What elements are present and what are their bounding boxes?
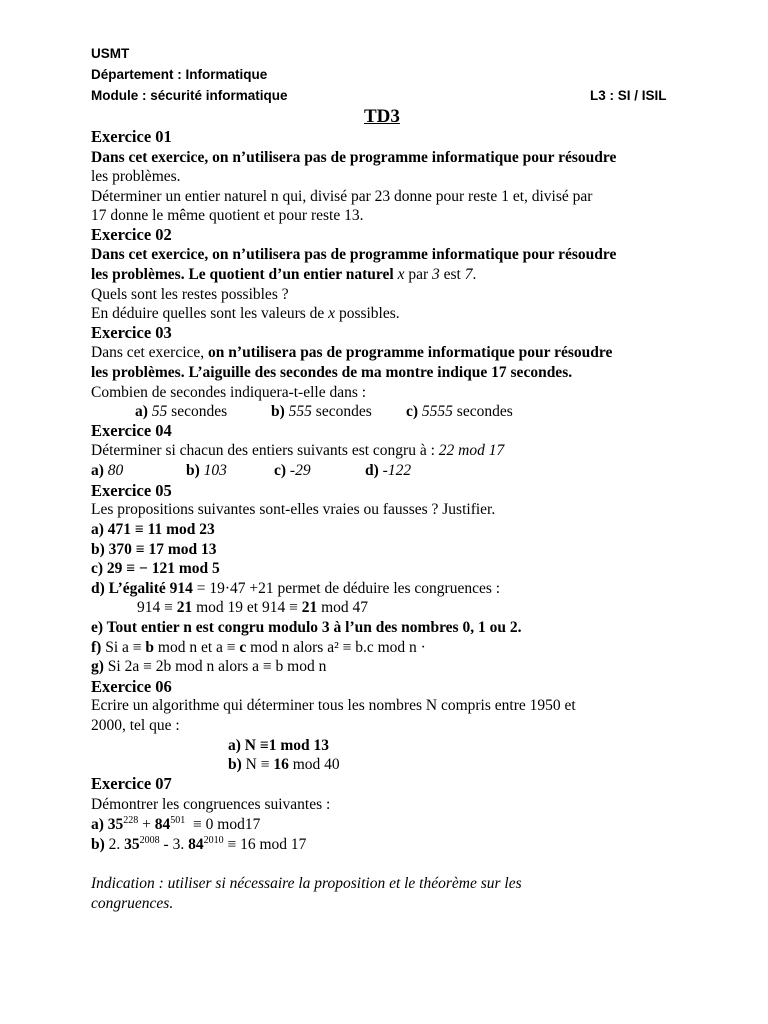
item-value: 5555: [421, 403, 453, 420]
exercise-06-text-1: Ecrire un algorithme qui déterminer tous les nombres N compris entre 1950 et: [91, 697, 576, 714]
item-f-part: mod n et a ≡: [157, 639, 236, 656]
item-unit: secondes: [315, 403, 372, 420]
exercise-01-text-2: 17 donne le même quotient et pour reste 13.: [91, 207, 364, 224]
base: 84: [188, 836, 204, 853]
congruence-part: 21: [176, 599, 193, 616]
item-label: b): [186, 462, 200, 479]
item-label: b): [271, 403, 285, 420]
item-label: d): [365, 462, 379, 479]
quotient-7: 7: [464, 266, 473, 283]
item-label: a): [135, 403, 148, 420]
exercise-03-item-a: [135, 402, 227, 421]
item-value: 55: [151, 403, 168, 420]
congruence-part: mod 19 et 914 ≡: [196, 599, 298, 616]
document-title: TD3: [364, 106, 400, 127]
exercise-04-item-c: [274, 461, 311, 480]
indication-line-1: Indication : utiliser si nécessaire la proposition et le théorème sur les: [91, 875, 522, 892]
congruence-rest: ≡ 0 mod17: [193, 816, 261, 833]
item-label: c): [274, 462, 287, 479]
exercise-03-item-c: [406, 402, 513, 421]
exercise-07-intro: Démontrer les congruences suivantes :: [91, 796, 331, 813]
item-value: 80: [107, 462, 124, 479]
exercise-02-intro: Dans cet exercice, on n’utilisera pas de programme informatique pour résoudre: [91, 246, 617, 263]
variable-x: x: [397, 266, 405, 283]
module-line: Module : sécurité informatique: [91, 88, 288, 103]
item-value: 103: [203, 462, 227, 479]
exercise-03-item-b: [271, 402, 372, 421]
exercise-06-item-b: [228, 755, 340, 774]
exercise-07-item-a: [91, 815, 260, 834]
exercise-06-item-a: a) N ≡1 mod 13: [228, 737, 329, 754]
operator: +: [142, 816, 151, 833]
indication-line-2: congruences.: [91, 895, 174, 912]
base: 84: [154, 816, 171, 833]
item-g-label: g): [91, 658, 104, 675]
exercise-01-text-1: Déterminer un entier naturel n qui, divisé par 23 donne pour reste 1 et, divisé par: [91, 188, 593, 205]
item-b-label: b): [228, 756, 242, 773]
exercise-05-item-c: c) 29 ≡ − 121 mod 5: [91, 560, 220, 577]
department-line: Département : Informatique: [91, 67, 268, 82]
exercise-01-intro: Dans cet exercice, on n’utilisera pas de programme informatique pour résoudre: [91, 149, 617, 166]
exercise-07-item-b: [91, 835, 306, 854]
exercise-05-heading: Exercice 05: [91, 481, 172, 500]
exercise-05-item-b: b) 370 ≡ 17 mod 13: [91, 541, 217, 558]
item-unit: secondes: [456, 403, 513, 420]
ex04-text-plain: Déterminer si chacun des entiers suivants est congru à :: [91, 442, 435, 459]
exercise-05-item-a: a) 471 ≡ 11 mod 23: [91, 521, 215, 538]
exponent: 2010: [203, 835, 224, 846]
item-b-part: mod 40: [292, 756, 340, 773]
exercise-06-heading: Exercice 06: [91, 677, 172, 696]
item-d-label: d) L’égalité 914: [91, 580, 193, 597]
item-g-text: Si 2a ≡ 2b mod n alors a ≡ b mod n: [107, 658, 327, 675]
item-f-label: f): [91, 639, 102, 656]
divisor-3: 3: [432, 266, 440, 283]
exercise-05-item-g: [91, 657, 326, 676]
level-line: L3 : SI / ISIL: [590, 88, 667, 103]
item-f-part: Si a ≡: [105, 639, 142, 656]
item-d-text: = 19·47 +21 permet de déduire les congruences :: [196, 580, 501, 597]
q2-variable-x: x: [328, 305, 336, 322]
congruence-rest: ≡ 16 mod 17: [227, 836, 307, 853]
exercise-03-line-1: [91, 343, 612, 362]
exercise-05-item-d-congruences: [137, 598, 368, 617]
congruence-part: 914 ≡: [137, 599, 173, 616]
base: 35: [107, 816, 124, 833]
exercise-06-text-2: 2000, tel que :: [91, 717, 180, 734]
exponent: 501: [170, 815, 186, 826]
exercise-03-line-2: les problèmes. L’aiguille des secondes de ma montre indique 17 secondes.: [91, 364, 573, 381]
operator: - 3.: [163, 836, 185, 853]
exercise-04-item-d: [365, 461, 411, 480]
est-word: est: [443, 266, 461, 283]
exercise-01-heading: Exercice 01: [91, 127, 172, 146]
item-label: a): [91, 462, 104, 479]
base: 35: [124, 836, 140, 853]
exercise-07-heading: Exercice 07: [91, 774, 172, 793]
exercise-03-heading: Exercice 03: [91, 323, 172, 342]
exercise-02-question-2: [91, 304, 400, 323]
exercise-05-intro: Les propositions suivantes sont-elles vraies ou fausses ? Justifier.: [91, 501, 496, 518]
item-b-label: b): [91, 836, 105, 853]
q2-text-b: possibles.: [338, 305, 400, 322]
item-f-part: mod n alors a² ≡ b.c mod n ·: [250, 639, 426, 656]
exercise-05-item-e: e) Tout entier n est congru modulo 3 à l’un des nombres 0, 1 ou 2.: [91, 619, 522, 636]
item-value: -122: [382, 462, 412, 479]
item-unit: secondes: [171, 403, 228, 420]
item-value: -29: [289, 462, 311, 479]
ex03-line1-bold: on n’utilisera pas de programme informatique pour résoudre: [208, 344, 613, 361]
exercise-05-item-f: [91, 638, 426, 657]
item-b-part: 16: [273, 756, 289, 773]
period: .: [472, 266, 477, 283]
coefficient: 2.: [108, 836, 121, 853]
ex04-target: 22 mod 17: [438, 442, 505, 459]
congruence-part: 21: [301, 599, 318, 616]
item-f-part: b: [145, 639, 155, 656]
exercise-02-question-1: Quels sont les restes possibles ?: [91, 286, 289, 303]
exercise-04-item-b: [186, 461, 227, 480]
exercise-02-line-2-bold: les problèmes. Le quotient d’un entier naturel: [91, 266, 394, 283]
exponent: 2008: [139, 835, 160, 846]
exercise-02-heading: Exercice 02: [91, 225, 172, 244]
item-a-label: a): [91, 816, 104, 833]
q2-text-a: En déduire quelles sont les valeurs de: [91, 305, 325, 322]
school-name: USMT: [91, 46, 130, 61]
exercise-02-line-2: [91, 265, 476, 284]
exponent: 228: [123, 815, 139, 826]
congruence-part: mod 47: [321, 599, 369, 616]
exercise-04-text: [91, 441, 504, 460]
exercise-01-intro-cont: les problèmes.: [91, 168, 181, 185]
item-value: 555: [288, 403, 312, 420]
item-b-part: N ≡: [245, 756, 270, 773]
ex03-line1-plain: Dans cet exercice,: [91, 344, 205, 361]
item-label: c): [406, 403, 419, 420]
exercise-04-item-a: [91, 461, 123, 480]
exercise-05-item-d: [91, 579, 500, 598]
par-word: par: [408, 266, 429, 283]
exercise-04-heading: Exercice 04: [91, 421, 172, 440]
exercise-03-question: Combien de secondes indiquera-t-elle dans :: [91, 384, 367, 401]
item-f-part: c: [239, 639, 247, 656]
